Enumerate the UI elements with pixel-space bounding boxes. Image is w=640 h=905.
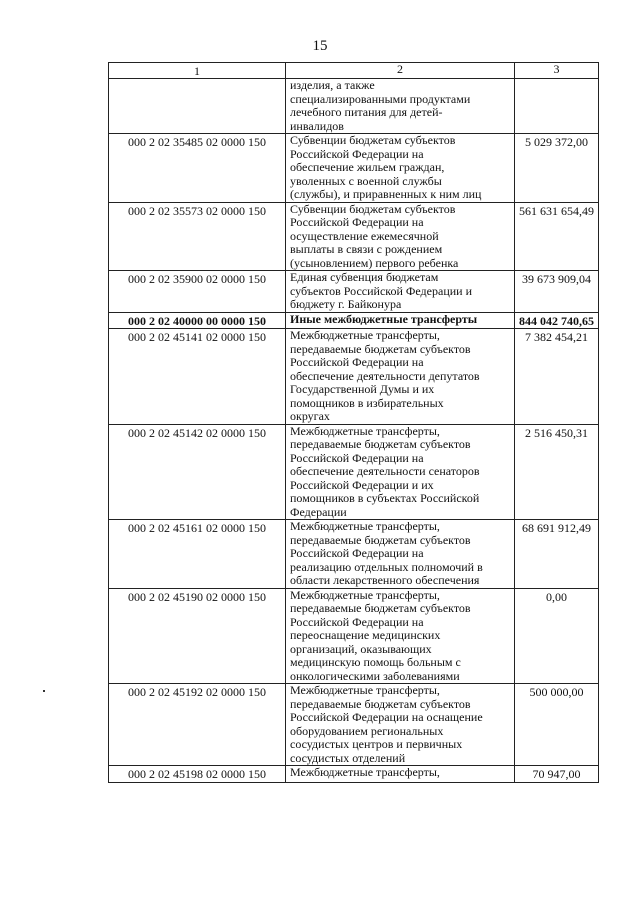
income-description: Субвенции бюджетам субъектов Российской Федерации на обеспечение жильем граждан, уволенных с военной службы (службы), и приравненных к ним лиц (286, 134, 515, 203)
classification-code: 000 2 02 40000 00 0000 150 (109, 312, 286, 329)
classification-code: 000 2 02 35573 02 0000 150 (109, 202, 286, 271)
table-row (109, 424, 599, 520)
income-description: Единая субвенция бюджетам субъектов Российской Федерации и бюджету г. Байконура (286, 271, 515, 313)
table-row (109, 329, 599, 425)
classification-code (109, 79, 286, 134)
amount: 70 947,00 (515, 766, 599, 783)
table-row (109, 202, 599, 271)
column-header-3: 3 (515, 63, 599, 79)
table-row (109, 684, 599, 766)
amount: 561 631 654,49 (515, 202, 599, 271)
income-description: Межбюджетные трансферты, передаваемые бюджетам субъектов Российской Федерации на оснащение оборудованием региональных сосудистых центров и первичных сосудистых отделений (286, 684, 515, 766)
table-row (109, 134, 599, 203)
income-description: Иные межбюджетные трансферты (286, 312, 515, 329)
income-description: Межбюджетные трансферты, передаваемые бюджетам субъектов Российской Федерации на обеспечение деятельности депутатов Государственной Думы и их помощников в избирательных округах (286, 329, 515, 425)
table-row (109, 588, 599, 684)
income-description: Межбюджетные трансферты, передаваемые бюджетам субъектов Российской Федерации на обеспечение деятельности сенаторов Российской Федерации и их помощников в субъектах Российской Федерации (286, 424, 515, 520)
income-description: Межбюджетные трансферты, передаваемые бюджетам субъектов Российской Федерации на переоснащение медицинских организаций, оказывающих медицинскую помощь больным с онкологическими заболеваниями (286, 588, 515, 684)
amount: 0,00 (515, 588, 599, 684)
income-description: Межбюджетные трансферты, (286, 766, 515, 783)
amount (515, 79, 599, 134)
classification-code: 000 2 02 45161 02 0000 150 (109, 520, 286, 589)
amount: 39 673 909,04 (515, 271, 599, 313)
income-description: Субвенции бюджетам субъектов Российской Федерации на осуществление ежемесячной выплаты в связи с рождением (усыновлением) первого ребенка (286, 202, 515, 271)
classification-code: 000 2 02 35485 02 0000 150 (109, 134, 286, 203)
classification-code: 000 2 02 45141 02 0000 150 (109, 329, 286, 425)
amount: 7 382 454,21 (515, 329, 599, 425)
amount: 5 029 372,00 (515, 134, 599, 203)
table-row (109, 271, 599, 313)
classification-code: 000 2 02 45198 02 0000 150 (109, 766, 286, 783)
income-description: изделия, а также специализированными продуктами лечебного питания для детей- инвалидов (286, 79, 515, 134)
column-header-1: 1 (109, 63, 286, 79)
table-row (109, 79, 599, 134)
amount: 68 691 912,49 (515, 520, 599, 589)
table-body (109, 79, 599, 783)
table-header-row (109, 63, 599, 79)
classification-code: 000 2 02 45192 02 0000 150 (109, 684, 286, 766)
classification-code: 000 2 02 45142 02 0000 150 (109, 424, 286, 520)
stray-mark (43, 690, 45, 692)
page-number: 15 (312, 38, 328, 54)
classification-code: 000 2 02 35900 02 0000 150 (109, 271, 286, 313)
amount: 2 516 450,31 (515, 424, 599, 520)
table-row (109, 766, 599, 783)
amount: 500 000,00 (515, 684, 599, 766)
table-row (109, 312, 599, 329)
column-header-2: 2 (286, 63, 515, 79)
income-description: Межбюджетные трансферты, передаваемые бюджетам субъектов Российской Федерации на реализацию отдельных полномочий в области лекарственного обеспечения (286, 520, 515, 589)
classification-code: 000 2 02 45190 02 0000 150 (109, 588, 286, 684)
amount: 844 042 740,65 (515, 312, 599, 329)
table-row (109, 520, 599, 589)
budget-table (108, 62, 599, 783)
